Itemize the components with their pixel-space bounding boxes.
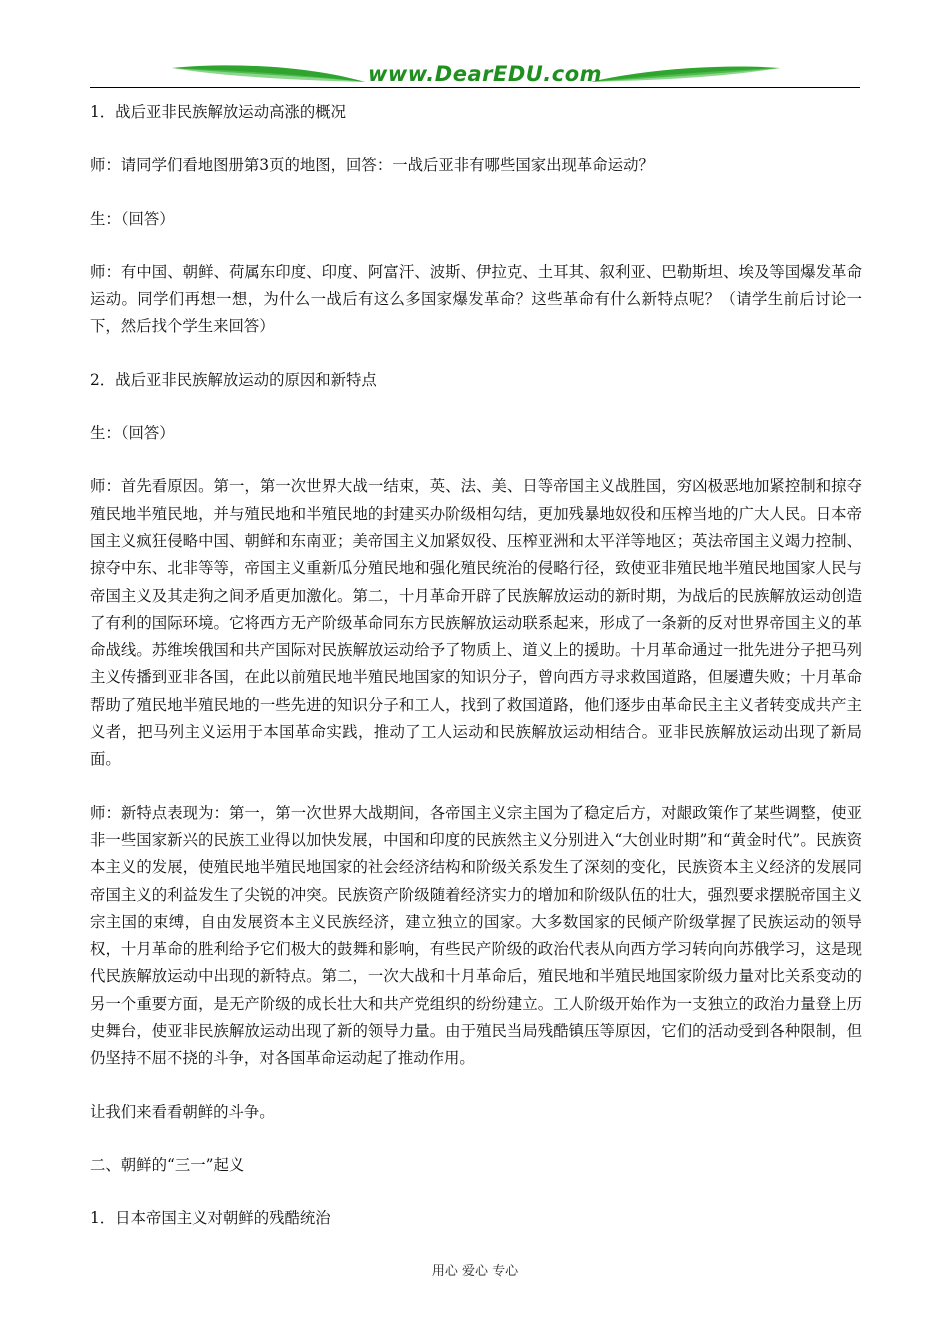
- document-body: [90, 99, 862, 1259]
- chapter-heading: 二、朝鲜的“三一”起义: [90, 1155, 245, 1174]
- teacher-question: 师：请同学们看地图册第3页的地图，回答：一战后亚非有哪些国家出现革命运动？: [90, 156, 654, 175]
- student-answer: 生：（回答）: [90, 209, 175, 228]
- teacher-paragraph: 师：首先看原因。第一，第一次世界大战一结束，英、法、美、日等帝国主义战胜国，穷凶极恶地加紧控制和掠夺殖民地半殖民地，并与殖民地和半殖民地的封建买办阶级相勾结，更加残暴地奴役和压榨当地的广大人民。日本帝国主义疯狂侵略中国、朝鲜和东南亚；美帝国主义加紧奴役、压榨亚洲和太平洋等地区；英法帝国主义竭力控制、掠夺中东、北非等等，帝国主义重新瓜分殖民地和强化殖民统治的侵略行径，致使亚非殖民地半殖民地国家人民与帝国主义及其走狗之间矛盾更加激化。第二，十月革命开辟了民族解放运动的新时期，为战后的民族解放运动创造了有利的国际环境。它将西方无产阶级革命同东方民族解放运动联系起来，形成了一条新的反对世界帝国主义的革命战线。苏维埃俄国和共产国际对民族解放运动给予了物质上、道义上的援助。十月革命通过一批先进分子把马列主义传播到亚非各国，在此以前殖民地半殖民地国家的知识分子，曾向西方寻求救国道路，但屡遭失败；十月革命帮助了殖民地半殖民地的一些先进的知识分子和工人，找到了救国道路，他们逐步由革命民主主义者转变成共产主义者，把马列主义运用于本国革命实践，推动了工人运动和民族解放运动相结合。亚非民族解放运动出现了新局面。: [90, 477, 862, 769]
- site-logo: www.DearEDU.com: [367, 62, 603, 86]
- page-footer: 用心 爱心 专心: [431, 1264, 519, 1279]
- section-heading: 2．战后亚非民族解放运动的原因和新特点: [90, 370, 377, 389]
- transition-sentence: 让我们来看看朝鲜的斗争。: [90, 1102, 275, 1121]
- section-heading: 1．战后亚非民族解放运动高涨的概况: [90, 103, 347, 121]
- teacher-paragraph: 师：有中国、朝鲜、荷属东印度、印度、阿富汗、波斯、伊拉克、土耳其、叙利亚、巴勒斯坦、埃及等国爆发革命运动。同学们再想一想，为什么一战后有这么多国家爆发革命？这些革命有什么新特点呢？（请学生前后讨论一下，然后找个学生来回答）: [90, 262, 862, 336]
- header-divider: [90, 87, 860, 88]
- teacher-paragraph: 师：新特点表现为：第一，第一次世界大战期间，各帝国主义宗主国为了稳定后方，对龈政策作了某些调整，使亚非一些国家新兴的民族工业得以加快发展，中国和印度的民族然主义分别进入“大创业时期”和“黄金时代”。民族资本主义的发展，使殖民地半殖民地国家的社会经济结构和阶级关系发生了深刻的变化，民族资本主义经济的发展同帝国主义的利益发生了尖锐的冲突。民族资产阶级随着经济实力的增加和阶级队伍的壮大，强烈要求摆脱帝国主义宗主国的束缚，自由发展资本主义民族经济，建立独立的国家。大多数国家的民倾产阶级掌握了民族运动的领导权，十月革命的胜利给予它们极大的鼓舞和影响，有些民产阶级的政治代表从向西方学习转向向苏俄学习，这是现代民族解放运动中出现的新特点。第二，一次大战和十月革命后，殖民地和半殖民地国家阶级力量对比关系变动的另一个重要方面，是无产阶级的成长壮大和共产党组织的纷纷建立。工人阶级开始作为一支独立的政治力量登上历史舞台，使亚非民族解放运动出现了新的领导力量。由于殖民当局残酷镇压等原因，它们的活动受到各种限制，但仍坚持不屈不挠的斗争，对各国革命运动起了推动作用。: [90, 803, 862, 1068]
- student-answer: 生：（回答）: [90, 424, 175, 443]
- section-heading: 1．日本帝国主义对朝鲜的残酷统治: [90, 1209, 331, 1228]
